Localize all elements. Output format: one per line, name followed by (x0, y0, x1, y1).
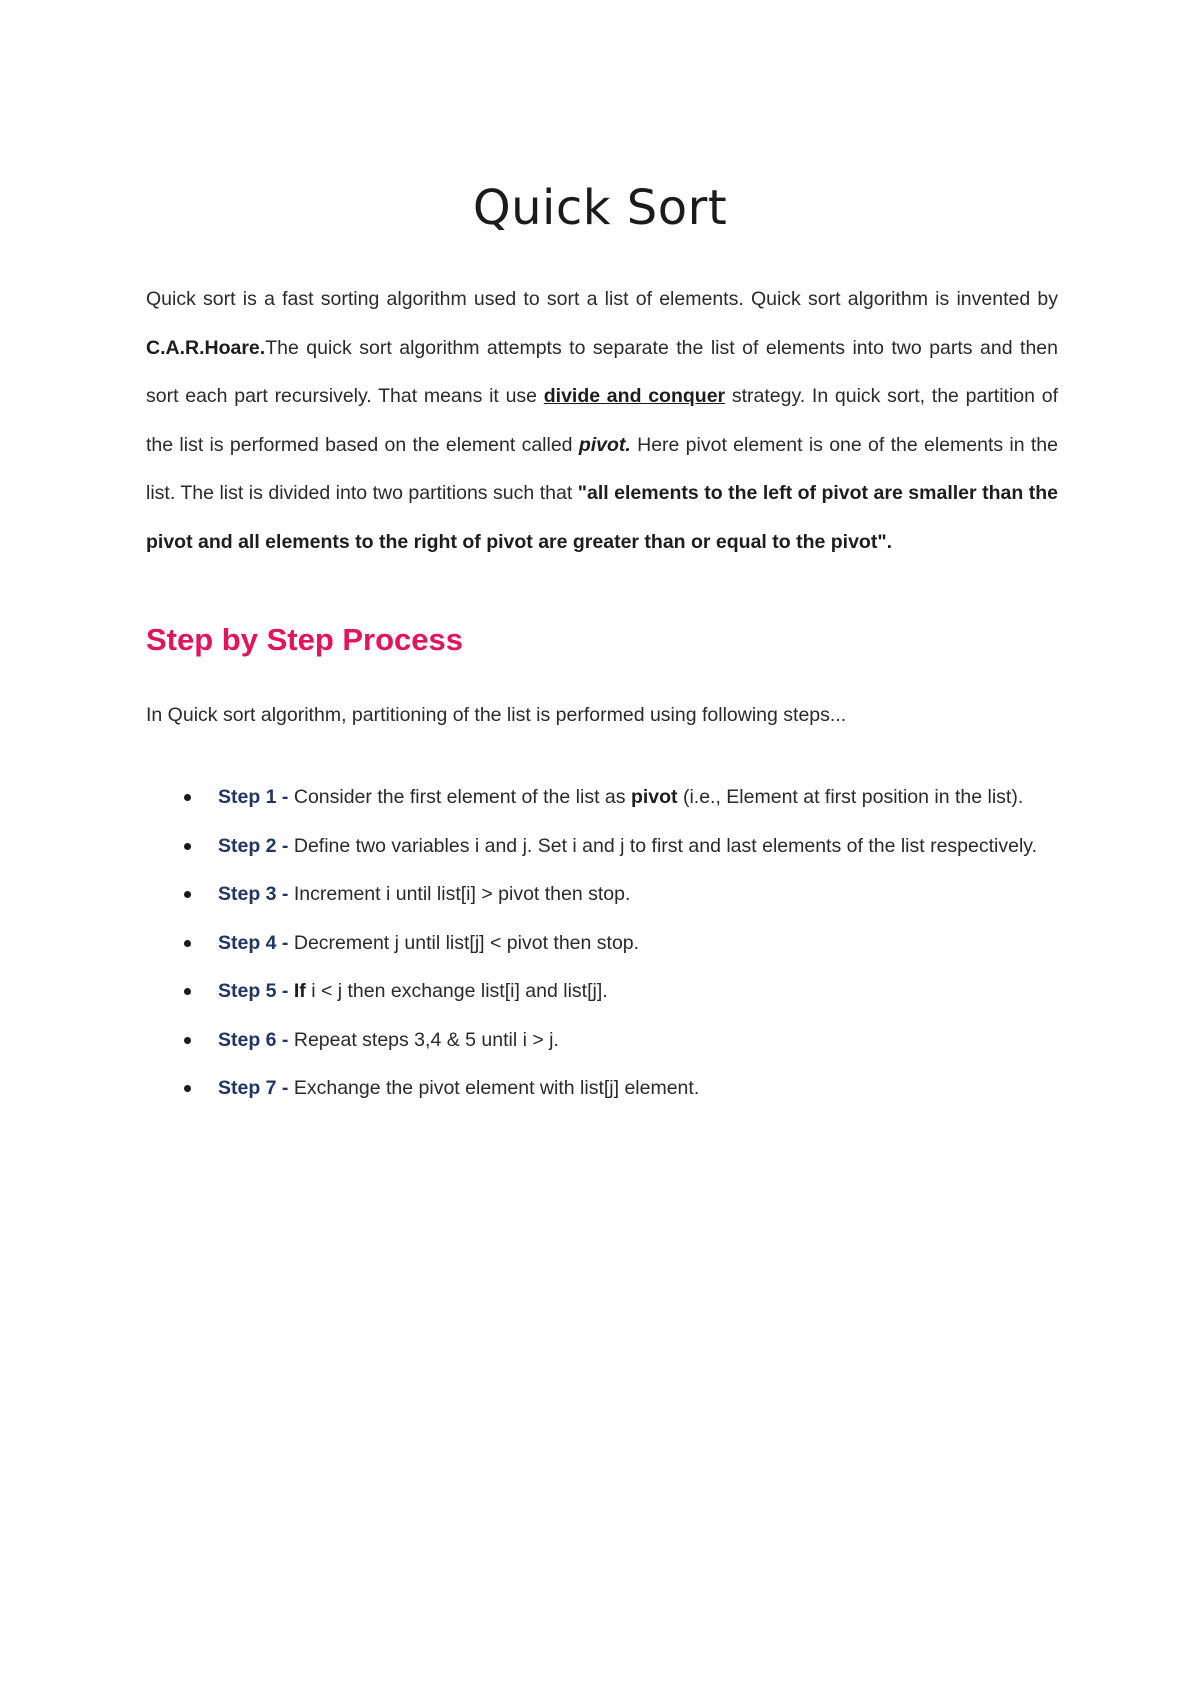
steps-list (146, 773, 1058, 1113)
bullet-icon (184, 940, 191, 947)
bullet-icon (184, 843, 191, 850)
list-item (146, 967, 1058, 1016)
step-keyword: If (293, 980, 306, 1002)
list-item (146, 870, 1058, 919)
section-heading: Step by Step Process (146, 622, 464, 657)
step-keyword: pivot (630, 786, 678, 808)
step-label: Step 1 - (218, 786, 294, 808)
steps-intro: In Quick sort algorithm, partitioning of the list is performed using following steps... (146, 704, 847, 726)
bullet-icon (184, 1085, 191, 1092)
step-text: Exchange the pivot element with list[j] element. (293, 1077, 700, 1099)
bullet-icon (184, 794, 191, 801)
list-item (146, 773, 1058, 822)
list-item (146, 919, 1058, 968)
list-item (146, 1064, 1058, 1113)
page-title: Quick Sort (472, 180, 728, 236)
pivot-term: pivot. (578, 433, 631, 456)
step-text: Repeat steps 3,4 & 5 until i > j. (293, 1028, 559, 1051)
inventor-name: C.A.R.Hoare. (146, 336, 266, 359)
step-label: Step 3 - (218, 883, 294, 905)
bullet-icon (184, 891, 191, 898)
step-label: Step 4 - (218, 931, 294, 954)
intro-paragraph (146, 275, 1058, 566)
step-label: Step 2 - (218, 834, 294, 857)
step-label: Step 5 - (218, 980, 294, 1002)
intro-text-3: strategy. In quick sort, the partition of the list is performed based on the element called (146, 385, 1058, 456)
list-item (146, 822, 1058, 871)
intro-text-5: . (886, 530, 893, 553)
step-text: i < j then exchange list[i] and list[j]. (305, 980, 608, 1002)
intro-text-2: The quick sort algorithm attempts to separate the list of elements into two parts and then sort each part recursively. That means it use (146, 336, 1058, 407)
step-text: (i.e., Element at first position in the list). (677, 786, 1024, 808)
intro-text-1: Quick sort is a fast sorting algorithm used to sort a list of elements. Quick sort algorithm is invented by (146, 288, 1058, 310)
list-item (146, 1016, 1058, 1065)
step-label: Step 6 - (218, 1028, 294, 1051)
bullet-icon (184, 1037, 191, 1044)
step-text: Define two variables i and j. Set i and j to first and last elements of the list respectively. (293, 834, 1038, 857)
partition-rule: "all elements to the left of pivot are smaller than the pivot and all elements to the right of pivot are greater than or equal to the pivot" (146, 482, 1058, 553)
strategy-term: divide and conquer (543, 385, 726, 407)
intro-text-4: Here pivot element is one of the elements in the list. The list is divided into two partitions such that (146, 433, 1058, 504)
bullet-icon (184, 988, 191, 995)
step-label: Step 7 - (218, 1077, 294, 1099)
step-text: Increment i until list[i] > pivot then stop. (293, 883, 631, 905)
step-text: Decrement j until list[j] < pivot then stop. (293, 931, 640, 954)
step-text: Consider the first element of the list as (293, 786, 631, 808)
